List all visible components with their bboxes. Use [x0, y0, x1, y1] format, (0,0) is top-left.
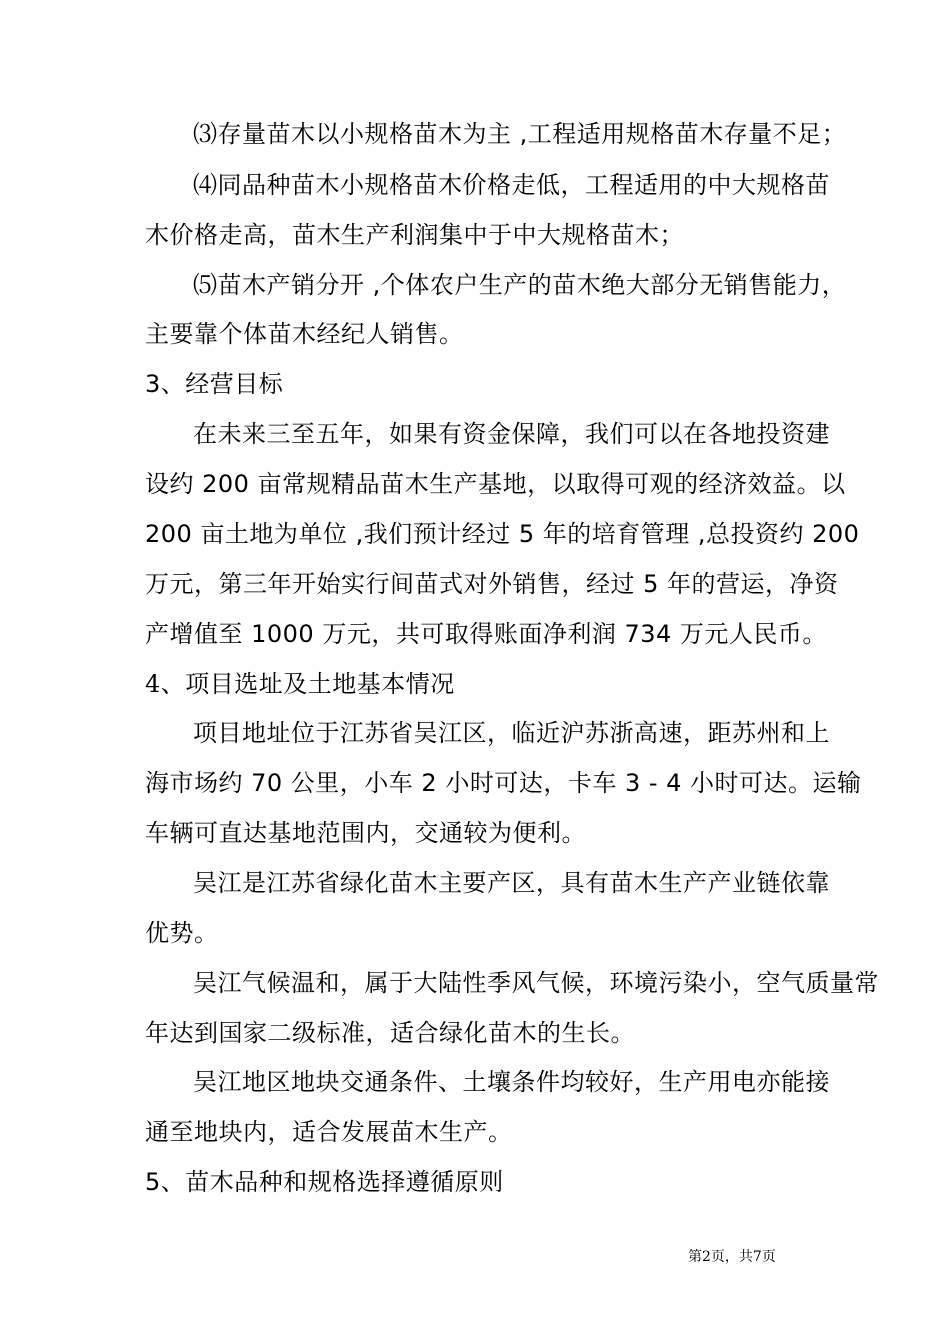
paragraph-line: 在未来三至五年，如果有资金保障，我们可以在各地投资建 — [193, 420, 830, 448]
paragraph-line: 吴江是江苏省绿化苗木主要产区，具有苗木生产产业链依靠 — [193, 869, 830, 897]
paragraph-line: 年达到国家二级标准，适合绿化苗木的生长。 — [145, 1019, 635, 1047]
paragraph-line: 通至地块内，适合发展苗木生产。 — [145, 1118, 513, 1146]
paragraph-line: 主要靠个体苗木经纪人销售。 — [145, 320, 464, 348]
paragraph-line: 吴江地区地块交通条件、土壤条件均较好，生产用电亦能接 — [193, 1068, 830, 1096]
paragraph-line: 木价格走高，苗木生产利润集中于中大规格苗木； — [145, 221, 684, 249]
paragraph-line: 项目地址位于江苏省吴江区，临近沪苏浙高速，距苏州和上 — [193, 719, 830, 747]
paragraph-line: 车辆可直达基地范围内，交通较为便利。 — [145, 819, 586, 847]
section-heading-4: 4、项目选址及土地基本情况 — [145, 670, 455, 698]
list-item-4: ⑷同品种苗木小规格苗木价格走低，工程适用的中大规格苗 — [193, 171, 830, 199]
section-heading-5: 5、苗木品种和规格选择遵循原则 — [145, 1168, 504, 1196]
list-item-5: ⑸苗木产销分开 ,个体农户生产的苗木绝大部分无销售能力， — [193, 271, 847, 299]
paragraph-line: 优势。 — [145, 919, 219, 947]
paragraph-line: 设约 200 亩常规精品苗木生产基地，以取得可观的经济效益。以 — [145, 470, 846, 498]
paragraph-line: 海市场约 70 公里，小车 2 小时可达，卡车 3 - 4 小时可达。运输 — [145, 769, 862, 797]
list-item-3: ⑶存量苗木以小规格苗木为主 ,工程适用规格苗木存量不足； — [193, 120, 847, 148]
paragraph-line: 产增值至 1000 万元，共可取得账面净利润 734 万元人民币。 — [145, 620, 827, 648]
page-number-footer: 第2页，共7页 — [688, 1249, 776, 1265]
paragraph-line: 200 亩土地为单位 ,我们预计经过 5 年的培育管理 ,总投资约 200 — [145, 520, 860, 548]
paragraph-line: 万元，第三年开始实行间苗式对外销售，经过 5 年的营运，净资 — [145, 570, 839, 598]
paragraph-line: 吴江气候温和，属于大陆性季风气候，环境污染小，空气质量常 — [193, 969, 879, 997]
section-heading-3: 3、经营目标 — [145, 370, 284, 398]
